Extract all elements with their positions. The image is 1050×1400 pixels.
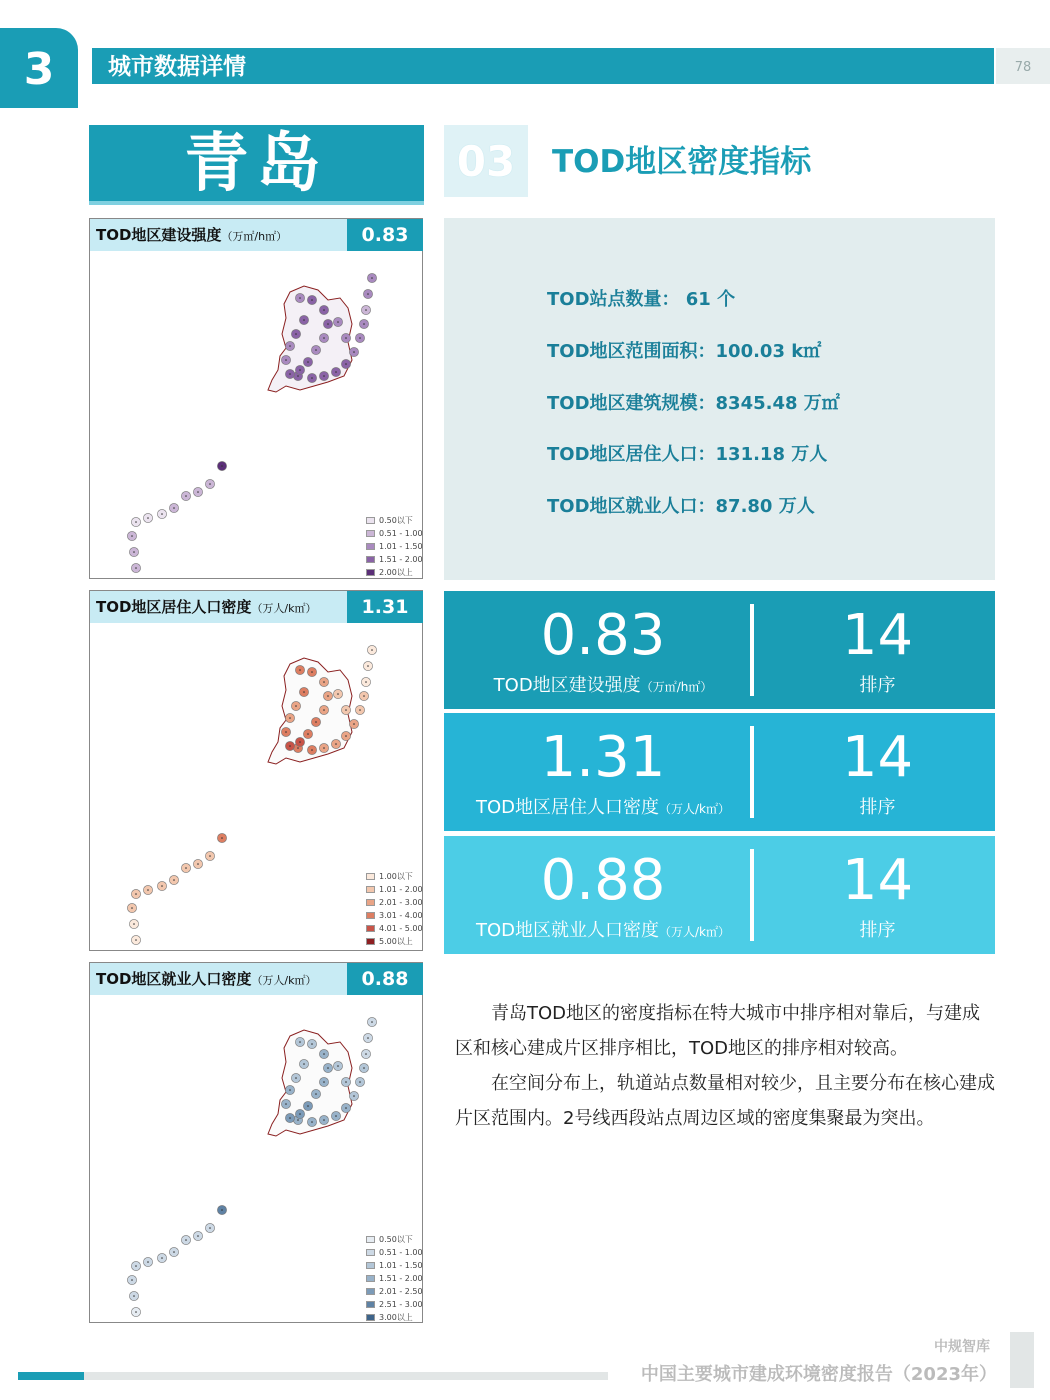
ranking-divider (750, 849, 754, 941)
map-title: TOD地区居住人口密度（万人/k㎡） (96, 598, 317, 616)
station-dot (335, 743, 337, 745)
station-dot (323, 337, 325, 339)
footer-report-title: 中国主要城市建成环境密度报告（2023年） (640, 1364, 997, 1385)
legend-item (366, 1298, 423, 1311)
legend-item (366, 1233, 423, 1246)
legend-swatch (366, 1249, 375, 1256)
station-dot (285, 359, 287, 361)
station-dot (323, 681, 325, 683)
station-dot (161, 513, 163, 515)
map-title: TOD地区就业人口密度（万人/k㎡） (96, 970, 317, 988)
legend-label: 0.50以下 (379, 1235, 413, 1244)
legend-item (366, 922, 423, 935)
station-dot (289, 717, 291, 719)
station-dot (209, 1227, 211, 1229)
legend-swatch (366, 556, 375, 563)
legend-label: 4.01 - 5.00 (379, 924, 423, 933)
station-dot (363, 695, 365, 697)
station-dot (365, 309, 367, 311)
paragraph: 在空间分布上，轨道站点数量相对较少，且主要分布在核心建成片区范围内。2号线西段站点周边区域的密度集聚最为突出。 (455, 1073, 995, 1129)
station-dot (371, 277, 373, 279)
chapter-number: 3 (23, 44, 55, 95)
map-legend (366, 870, 423, 948)
ranking-rank: 14 (841, 848, 914, 913)
station-dot (299, 369, 301, 371)
map-value: 0.83 (361, 224, 409, 246)
station-dot (307, 733, 309, 735)
station-dot (315, 721, 317, 723)
legend-swatch (366, 1236, 375, 1243)
station-dot (299, 1041, 301, 1043)
station-dot (135, 893, 137, 895)
station-dot (295, 1077, 297, 1079)
station-dot (345, 337, 347, 339)
station-dot (135, 939, 137, 941)
station-dot (345, 735, 347, 737)
station-dot (221, 837, 223, 839)
station-dot (323, 709, 325, 711)
station-dot (345, 709, 347, 711)
legend-item (366, 514, 423, 527)
station-dot (359, 1081, 361, 1083)
footer-progress-fill (18, 1372, 84, 1380)
ranking-divider (750, 604, 754, 696)
map-legend (366, 514, 423, 579)
station-dot (323, 375, 325, 377)
station-dot (289, 1089, 291, 1091)
legend-swatch (366, 912, 375, 919)
station-dot (289, 745, 291, 747)
station-dot (327, 323, 329, 325)
station-dot (353, 723, 355, 725)
legend-label: 0.51 - 1.00 (379, 529, 423, 538)
station-dot (299, 669, 301, 671)
station-dot (161, 885, 163, 887)
legend-swatch (366, 530, 375, 537)
station-dot (307, 361, 309, 363)
city-name: 青岛 (184, 127, 329, 201)
legend-label: 0.50以下 (379, 516, 413, 525)
legend-item (366, 527, 423, 540)
stat-building-scale: TOD地区建筑规模：8345.48 万㎡ (547, 393, 840, 414)
section-header-title: 城市数据详情 (108, 54, 246, 80)
legend-label: 3.00以上 (379, 1313, 413, 1322)
station-dot (185, 867, 187, 869)
station-dot (147, 517, 149, 519)
station-dot (365, 1053, 367, 1055)
station-dot (303, 1063, 305, 1065)
ranking-value: 1.31 (540, 725, 666, 790)
station-dot (209, 483, 211, 485)
station-dot (135, 521, 137, 523)
station-dot (367, 1037, 369, 1039)
station-dot (327, 1067, 329, 1069)
footer-brand: 中规智库 (934, 1339, 990, 1355)
station-dot (147, 1261, 149, 1263)
legend-item (366, 1259, 423, 1272)
station-dot (133, 1295, 135, 1297)
station-dot (147, 889, 149, 891)
map-legend (366, 1233, 423, 1324)
station-dot (135, 1265, 137, 1267)
station-dot (197, 1235, 199, 1237)
station-dot (221, 1209, 223, 1211)
legend-item (366, 566, 423, 579)
station-dot (197, 863, 199, 865)
station-dot (323, 1081, 325, 1083)
legend-swatch (366, 1275, 375, 1282)
legend-item (366, 883, 423, 896)
legend-item (366, 1272, 423, 1285)
station-dot (353, 1095, 355, 1097)
station-dot (221, 465, 223, 467)
legend-label: 1.00以下 (379, 872, 413, 881)
station-dot (311, 749, 313, 751)
station-dot (371, 1021, 373, 1023)
ranking-divider (750, 726, 754, 818)
paragraph: 青岛TOD地区的密度指标在特大城市中排序相对靠后，与建成区和核心建成片区排序相比，TOD地区的排序相对较高。 (455, 1003, 981, 1059)
map-value: 1.31 (361, 596, 409, 618)
station-dot (161, 1257, 163, 1259)
section-number: 03 (456, 137, 516, 186)
ranking-rank: 14 (841, 725, 914, 790)
station-dot (323, 309, 325, 311)
ranking-rank-label: 排序 (859, 920, 896, 941)
station-dot (173, 507, 175, 509)
station-dot (311, 1043, 313, 1045)
station-dot (185, 1239, 187, 1241)
legend-item (366, 553, 423, 566)
legend-item (366, 909, 423, 922)
legend-swatch (366, 517, 375, 524)
legend-swatch (366, 1301, 375, 1308)
stat-employment-population: TOD地区就业人口：87.80 万人 (547, 496, 815, 517)
station-dot (337, 693, 339, 695)
station-dot (131, 535, 133, 537)
station-dot (359, 709, 361, 711)
legend-label: 1.51 - 2.00 (379, 555, 423, 564)
station-dot (323, 1119, 325, 1121)
legend-label: 1.01 - 1.50 (379, 1261, 423, 1270)
legend-swatch (366, 569, 375, 576)
legend-label: 1.51 - 2.00 (379, 1274, 423, 1283)
legend-label: 2.01 - 2.50 (379, 1287, 423, 1296)
ranking-rank: 14 (841, 603, 914, 668)
legend-swatch (366, 1288, 375, 1295)
legend-swatch (366, 543, 375, 550)
station-dot (135, 567, 137, 569)
station-dot (299, 741, 301, 743)
page-number: 78 (1014, 60, 1032, 75)
station-dot (345, 1107, 347, 1109)
station-dot (289, 1117, 291, 1119)
station-dot (323, 1053, 325, 1055)
station-dot (295, 333, 297, 335)
station-dot (173, 1251, 175, 1253)
station-dot (371, 649, 373, 651)
station-dot (315, 349, 317, 351)
station-dot (185, 495, 187, 497)
description-text (455, 996, 995, 1136)
station-dot (367, 293, 369, 295)
legend-swatch (366, 1314, 375, 1321)
station-dot (289, 373, 291, 375)
legend-swatch (366, 886, 375, 893)
station-dot (131, 907, 133, 909)
station-dot (311, 299, 313, 301)
station-dot (311, 377, 313, 379)
ranking-label: TOD地区就业人口密度（万人/k㎡） (475, 920, 731, 941)
station-dot (311, 671, 313, 673)
ranking-rank-label: 排序 (859, 797, 896, 818)
legend-swatch (366, 899, 375, 906)
legend-swatch (366, 938, 375, 945)
ranking-rank-label: 排序 (859, 675, 896, 696)
legend-swatch (366, 925, 375, 932)
station-dot (363, 1067, 365, 1069)
station-dot (335, 1115, 337, 1117)
stat-station-count: TOD站点数量： 61 个 (547, 289, 736, 310)
legend-item (366, 1246, 423, 1259)
legend-label: 2.00以上 (379, 568, 413, 577)
station-dot (133, 923, 135, 925)
map-value: 0.88 (361, 968, 409, 990)
station-dot (363, 323, 365, 325)
legend-item (366, 870, 423, 883)
ranking-label: TOD地区建设强度（万㎡/h㎡） (493, 675, 713, 696)
station-dot (285, 731, 287, 733)
station-dot (337, 321, 339, 323)
station-dot (173, 879, 175, 881)
station-dot (359, 337, 361, 339)
station-dot (327, 695, 329, 697)
legend-item (366, 1285, 423, 1298)
legend-label: 5.00以上 (379, 937, 413, 946)
stat-area: TOD地区范围面积：100.03 k㎡ (547, 341, 822, 362)
ranking-value: 0.88 (540, 848, 666, 913)
station-dot (285, 1103, 287, 1105)
station-dot (303, 691, 305, 693)
legend-label: 0.51 - 1.00 (379, 1248, 423, 1257)
station-dot (335, 371, 337, 373)
station-dot (209, 855, 211, 857)
legend-label: 2.01 - 3.00 (379, 898, 423, 907)
legend-item (366, 896, 423, 909)
station-dot (353, 351, 355, 353)
legend-item (366, 540, 423, 553)
station-dot (297, 747, 299, 749)
station-dot (345, 363, 347, 365)
station-dot (303, 319, 305, 321)
station-dot (135, 1311, 137, 1313)
station-dot (133, 551, 135, 553)
station-dot (297, 375, 299, 377)
legend-label: 1.01 - 1.50 (379, 542, 423, 551)
station-dot (323, 747, 325, 749)
station-dot (299, 1113, 301, 1115)
station-dot (311, 1121, 313, 1123)
map-title: TOD地区建设强度（万㎡/h㎡） (96, 226, 288, 244)
legend-label: 2.51 - 3.00 (379, 1300, 423, 1309)
legend-item (366, 1311, 423, 1324)
station-dot (365, 681, 367, 683)
legend-label: 1.01 - 2.00 (379, 885, 423, 894)
station-dot (345, 1081, 347, 1083)
station-dot (299, 297, 301, 299)
station-dot (295, 705, 297, 707)
ranking-label: TOD地区居住人口密度（万人/k㎡） (475, 797, 731, 818)
station-dot (337, 1065, 339, 1067)
station-dot (307, 1105, 309, 1107)
station-dot (297, 1119, 299, 1121)
stat-resident-population: TOD地区居住人口：131.18 万人 (547, 444, 828, 465)
legend-item (366, 935, 423, 948)
footer-progress-track (18, 1372, 608, 1380)
station-dot (289, 345, 291, 347)
station-dot (131, 1279, 133, 1281)
footer-block (1010, 1332, 1034, 1388)
section-title: TOD地区密度指标 (552, 144, 812, 180)
station-dot (367, 665, 369, 667)
station-dot (315, 1093, 317, 1095)
ranking-value: 0.83 (540, 603, 666, 668)
legend-label: 3.01 - 4.00 (379, 911, 423, 920)
station-dot (197, 491, 199, 493)
legend-swatch (366, 873, 375, 880)
legend-swatch (366, 1262, 375, 1269)
